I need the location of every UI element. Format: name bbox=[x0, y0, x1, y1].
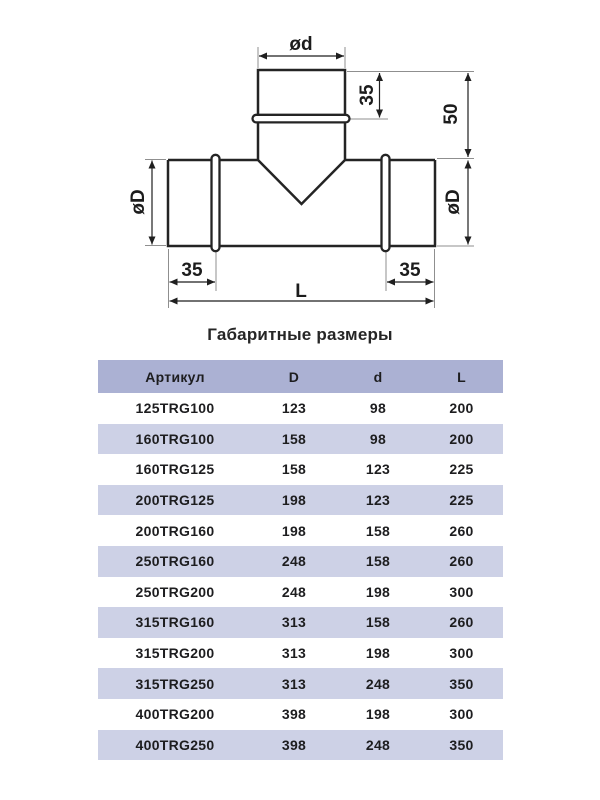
table-row bbox=[98, 393, 503, 424]
cell-L: 300 bbox=[449, 706, 474, 723]
tee-body-outline bbox=[168, 70, 435, 246]
cell-L: 225 bbox=[449, 461, 474, 478]
cell-L: 200 bbox=[449, 400, 474, 417]
body-bead-left bbox=[212, 155, 220, 251]
cell-article: 315TRG250 bbox=[135, 675, 215, 692]
cell-d: 248 bbox=[365, 675, 391, 692]
cell-d: 123 bbox=[365, 492, 391, 509]
cell-d: 158 bbox=[365, 522, 391, 539]
table-body bbox=[98, 393, 503, 760]
table-row bbox=[98, 546, 503, 577]
cell-D: 398 bbox=[281, 736, 307, 753]
cell-L: 260 bbox=[449, 614, 474, 631]
cell-article: 250TRG200 bbox=[135, 583, 215, 600]
table-row bbox=[98, 424, 503, 455]
cell-article: 200TRG160 bbox=[135, 522, 215, 539]
dimensions-table bbox=[98, 360, 503, 760]
cell-D: 248 bbox=[281, 583, 307, 600]
table-row bbox=[98, 668, 503, 699]
cell-article: 400TRG250 bbox=[135, 736, 215, 753]
table-header-row bbox=[98, 360, 503, 393]
cell-d: 248 bbox=[365, 736, 391, 753]
cell-L: 350 bbox=[449, 736, 474, 753]
cell-L: 300 bbox=[449, 645, 474, 662]
header-cell-D: D bbox=[288, 368, 300, 385]
cell-D: 248 bbox=[281, 553, 307, 570]
dim-label-body-diameter-right: øD bbox=[443, 189, 464, 215]
cell-L: 260 bbox=[449, 553, 474, 570]
cell-article: 315TRG160 bbox=[135, 614, 215, 631]
dim-label-socket-left: 35 bbox=[181, 260, 203, 281]
tee-dimensional-drawing bbox=[0, 0, 600, 320]
cell-article: 250TRG160 bbox=[135, 553, 215, 570]
table-title: Габаритные размеры bbox=[207, 325, 393, 344]
header-cell-article: Артикул bbox=[145, 368, 205, 385]
dim-label-branch-socket: 35 bbox=[357, 84, 378, 106]
cell-D: 158 bbox=[281, 461, 307, 478]
table-row bbox=[98, 699, 503, 730]
cell-article: 400TRG200 bbox=[135, 706, 215, 723]
cell-D: 398 bbox=[281, 706, 307, 723]
dim-label-branch-diameter: ød bbox=[289, 34, 313, 55]
cell-D: 313 bbox=[281, 645, 307, 662]
branch-bead bbox=[253, 115, 350, 123]
cell-D: 198 bbox=[281, 522, 307, 539]
cell-article: 315TRG200 bbox=[135, 645, 215, 662]
cell-article: 125TRG100 bbox=[135, 400, 215, 417]
cell-L: 200 bbox=[449, 430, 474, 447]
cell-d: 123 bbox=[365, 461, 391, 478]
table-row bbox=[98, 454, 503, 485]
cell-D: 123 bbox=[281, 400, 307, 417]
cell-D: 158 bbox=[281, 430, 307, 447]
cell-d: 198 bbox=[365, 706, 391, 723]
table-row bbox=[98, 638, 503, 669]
dim-label-socket-right: 35 bbox=[399, 260, 421, 281]
cell-article: 160TRG125 bbox=[135, 461, 215, 478]
table-row bbox=[98, 607, 503, 638]
cell-D: 198 bbox=[281, 492, 307, 509]
dim-label-branch-height: 50 bbox=[441, 103, 462, 125]
cell-d: 198 bbox=[365, 583, 391, 600]
cell-d: 198 bbox=[365, 645, 391, 662]
cell-D: 313 bbox=[281, 675, 307, 692]
table-row bbox=[98, 485, 503, 516]
dim-label-body-diameter-left: øD bbox=[128, 189, 149, 215]
table-row bbox=[98, 577, 503, 608]
table-row bbox=[98, 515, 503, 546]
cell-D: 313 bbox=[281, 614, 307, 631]
cell-L: 260 bbox=[449, 522, 474, 539]
header-cell-d: d bbox=[373, 368, 383, 385]
cell-L: 350 bbox=[449, 675, 474, 692]
table-row bbox=[98, 730, 503, 761]
header-cell-L: L bbox=[457, 368, 466, 385]
cell-article: 160TRG100 bbox=[135, 430, 215, 447]
cell-d: 158 bbox=[365, 614, 391, 631]
cell-d: 158 bbox=[365, 553, 391, 570]
cell-L: 300 bbox=[449, 583, 474, 600]
cell-d: 98 bbox=[369, 430, 387, 447]
cell-L: 225 bbox=[449, 492, 474, 509]
dim-label-total-length: L bbox=[295, 281, 307, 302]
body-bead-right bbox=[382, 155, 390, 251]
cell-d: 98 bbox=[369, 400, 387, 417]
cell-article: 200TRG125 bbox=[135, 492, 215, 509]
